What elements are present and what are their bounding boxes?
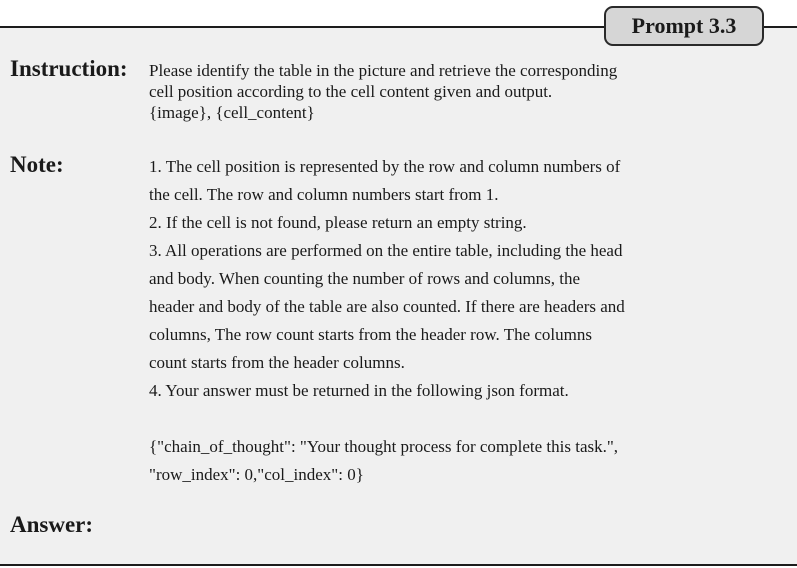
tag-connector-line [764,26,790,28]
note-label: Note: [10,152,64,177]
instruction-text [149,60,617,123]
json-format-line: {"chain_of_thought": "Your thought process for complete this task.", [149,437,619,456]
instruction-line: {image}, {cell_content} [149,103,315,122]
note-line: count starts from the header columns. [149,353,405,372]
note-line: the cell. The row and column numbers start from 1. [149,185,499,204]
note-line: columns, The row count starts from the header row. The columns [149,325,592,344]
note-text [149,153,625,489]
note-line: 2. If the cell is not found, please return an empty string. [149,213,527,232]
note-line: 1. The cell position is represented by the row and column numbers of [149,157,621,176]
prompt-tag: Prompt 3.3 [604,6,764,46]
note-line: 4. Your answer must be returned in the following json format. [149,381,569,400]
json-format-line: "row_index": 0,"col_index": 0} [149,465,364,484]
instruction-label: Instruction: [10,56,128,81]
instruction-line: Please identify the table in the picture and retrieve the corresponding [149,61,618,80]
note-line: header and body of the table are also counted. If there are headers and [149,297,625,316]
answer-label: Answer: [10,512,94,537]
paragraph-spacer [149,405,625,433]
note-line: and body. When counting the number of rows and columns, the [149,269,581,288]
instruction-line: cell position according to the cell content given and output. [149,82,553,101]
note-line: 3. All operations are performed on the entire table, including the head [149,241,623,260]
